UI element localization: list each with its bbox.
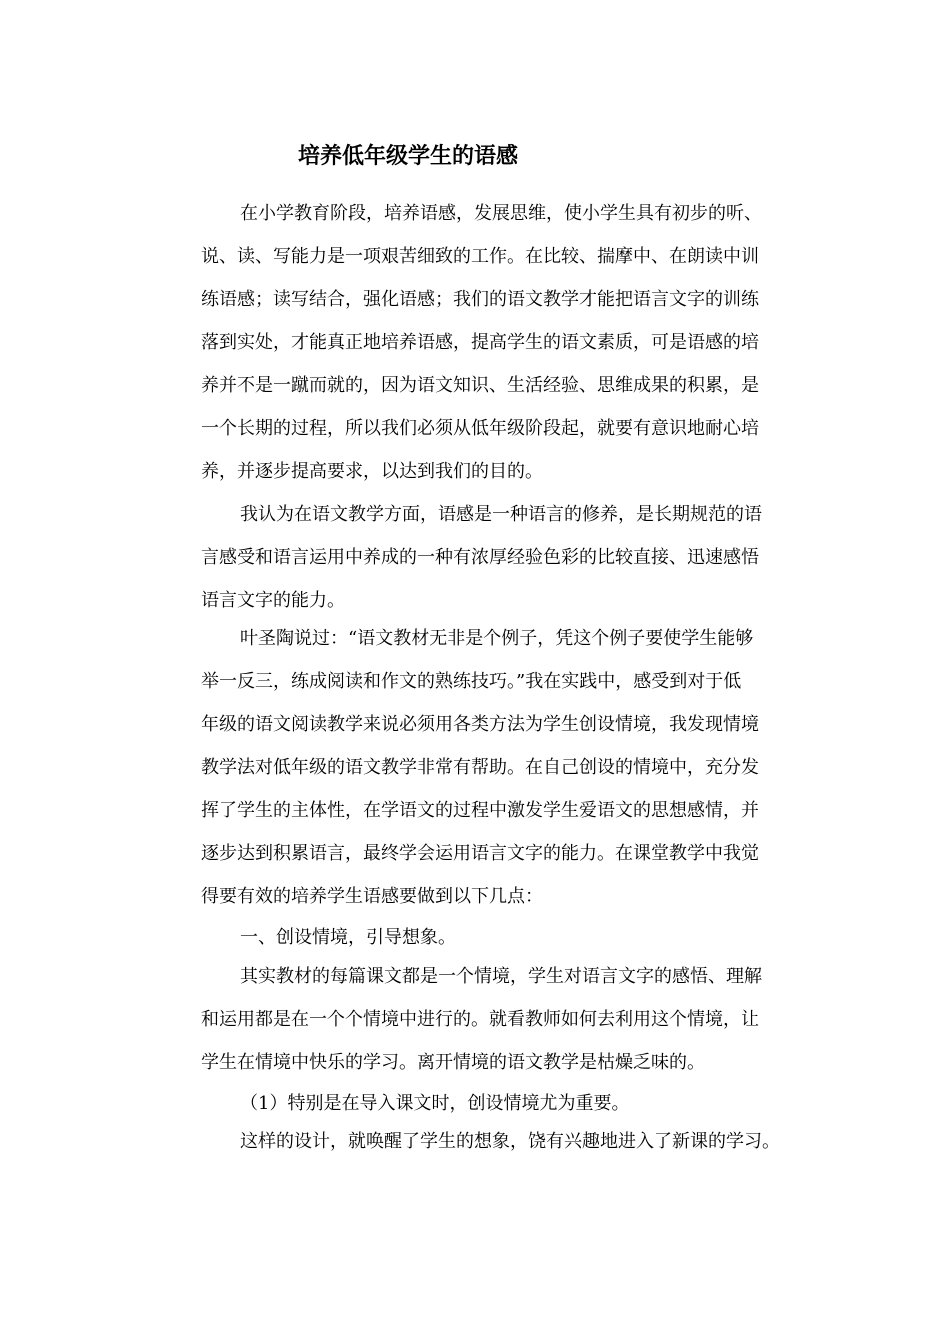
text-line: 说、读、写能力是一项艰苦细致的工作。在比较、揣摩中、在朗读中训 <box>201 246 759 267</box>
text-line: 年级的语文阅读教学来说必须用各类方法为学生创设情境，我发现情境 <box>201 714 759 735</box>
section-heading: 一、创设情境，引导想象。 <box>240 927 456 948</box>
text-line: 学生在情境中快乐的学习。离开情境的语文教学是枯燥乏味的。 <box>201 1052 705 1073</box>
text-line: 养，并逐步提高要求，以达到我们的目的。 <box>201 461 543 482</box>
text-line: 举一反三，练成阅读和作文的熟练技巧。”我在实践中，感受到对于低 <box>201 671 742 692</box>
text-line: 落到实处，才能真正地培养语感，提高学生的语文素质，可是语感的培 <box>201 332 759 353</box>
text-line: 挥了学生的主体性，在学语文的过程中激发学生爱语文的思想感情，并 <box>201 800 759 821</box>
text-line: 和运用都是在一个个情境中进行的。就看教师如何去利用这个情境，让 <box>201 1009 759 1030</box>
document-title: 培养低年级学生的语感 <box>298 144 519 169</box>
text-line: 一个长期的过程，所以我们必须从低年级阶段起，就要有意识地耐心培 <box>201 418 759 439</box>
text-line: 叶圣陶说过：“语文教材无非是个例子，凭这个例子要使学生能够 <box>240 628 754 649</box>
text-line: 教学法对低年级的语文教学非常有帮助。在自己创设的情境中，充分发 <box>201 757 759 778</box>
text-line: 语言文字的能力。 <box>201 590 345 611</box>
text-line: 练语感；读写结合，强化语感；我们的语文教学才能把语言文字的训练 <box>201 289 759 310</box>
text-line: 在小学教育阶段，培养语感，发展思维，使小学生具有初步的听、 <box>240 203 762 224</box>
text-line: 言感受和语言运用中养成的一种有浓厚经验色彩的比较直接、迅速感悟 <box>201 547 759 568</box>
text-line: 养并不是一蹴而就的，因为语文知识、生活经验、思维成果的积累，是 <box>201 375 759 396</box>
text-line: 得要有效的培养学生语感要做到以下几点： <box>201 886 543 907</box>
text-line: 这样的设计，就唤醒了学生的想象，饶有兴趣地进入了新课的学习。 <box>240 1131 780 1152</box>
text-line: （1）特别是在导入课文时，创设情境尤为重要。 <box>240 1093 630 1114</box>
text-line: 我认为在语文教学方面，语感是一种语言的修养，是长期规范的语 <box>240 504 762 525</box>
text-line: 逐步达到积累语言，最终学会运用语言文字的能力。在课堂教学中我觉 <box>201 843 759 864</box>
text-line: 其实教材的每篇课文都是一个情境，学生对语言文字的感悟、理解 <box>240 966 762 987</box>
